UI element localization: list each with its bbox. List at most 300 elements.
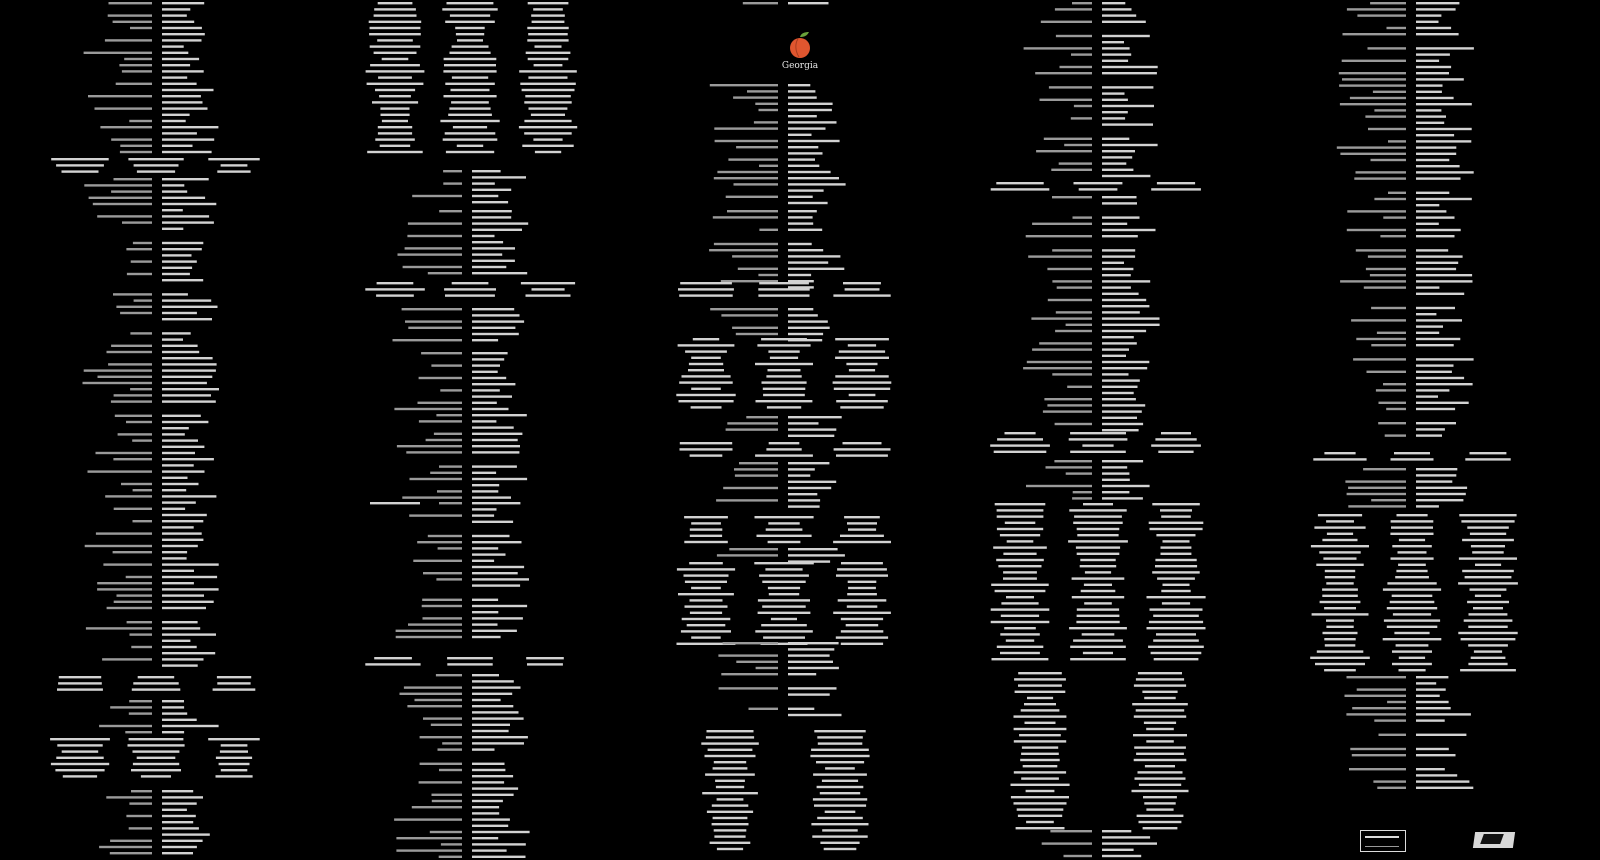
credit-text-line	[162, 64, 190, 66]
credit-text-line	[848, 528, 876, 530]
credit-text-line	[1467, 601, 1509, 603]
credit-text-line	[1137, 815, 1184, 817]
credit-text-line	[141, 775, 171, 777]
credit-text-line	[472, 572, 518, 574]
credit-text-line	[472, 496, 511, 498]
credit-text-line	[768, 350, 799, 352]
credit-text-line	[137, 757, 176, 759]
credit-text-line	[519, 70, 577, 72]
credit-text-line	[788, 314, 818, 316]
credit-text-line	[1416, 72, 1449, 74]
credit-text-line	[990, 444, 1050, 446]
credit-text-line	[162, 545, 198, 547]
credit-text-line	[707, 811, 753, 813]
credit-text-line	[116, 306, 152, 308]
credit-text-line	[62, 170, 99, 172]
credit-text-line	[107, 607, 152, 609]
credit-text-line	[712, 804, 749, 806]
credit-text-line	[754, 121, 778, 123]
credit-text-line	[1416, 325, 1443, 327]
credit-text-line	[1134, 684, 1186, 686]
credit-text-line	[768, 522, 799, 524]
credit-text-line	[1102, 830, 1131, 832]
credit-text-line	[1339, 72, 1406, 74]
credit-text-line	[788, 693, 830, 695]
credit-text-line	[1072, 2, 1092, 4]
credit-text-line	[162, 76, 187, 78]
credit-text-line	[721, 673, 778, 675]
credit-text-line	[1356, 338, 1406, 340]
credit-text-line	[844, 516, 880, 518]
credit-text-line	[431, 364, 462, 366]
credit-text-line	[369, 33, 421, 35]
credit-text-line	[1057, 286, 1092, 288]
credit-text-line	[679, 294, 733, 296]
credit-text-line	[108, 363, 152, 365]
credit-text-line	[1351, 319, 1406, 321]
credit-text-line	[472, 478, 527, 480]
credit-text-line	[1146, 728, 1174, 730]
credit-text-line	[1416, 128, 1472, 130]
credit-text-line	[1102, 156, 1132, 158]
credit-text-line	[162, 539, 203, 541]
credit-text-line	[788, 548, 838, 550]
credit-text-line	[472, 742, 524, 744]
credit-text-line	[1155, 565, 1197, 567]
credit-text-line	[443, 170, 462, 172]
credit-text-line	[162, 400, 216, 402]
credit-text-line	[448, 114, 492, 116]
credit-text-line	[472, 763, 505, 765]
credit-text-line	[472, 693, 512, 695]
credit-text-line	[129, 802, 152, 804]
credit-text-line	[788, 222, 813, 224]
credit-text-line	[708, 749, 753, 751]
credit-text-line	[1158, 451, 1193, 453]
credit-text-line	[472, 699, 501, 701]
credit-text-line	[1357, 688, 1406, 690]
credit-text-line	[119, 64, 152, 66]
credit-text-line	[1156, 633, 1196, 635]
credit-text-line	[1383, 638, 1442, 640]
credit-text-line	[712, 823, 749, 825]
credit-text-line	[1074, 182, 1123, 184]
credit-text-line	[439, 465, 462, 467]
credit-text-line	[759, 109, 779, 111]
credit-text-line	[1416, 402, 1469, 404]
credit-text-line	[111, 400, 152, 402]
credit-text-line	[472, 189, 511, 191]
credit-text-line	[1368, 47, 1407, 49]
credit-text-line	[1007, 540, 1034, 542]
credit-text-line	[162, 464, 194, 466]
credit-text-line	[162, 363, 217, 365]
credit-text-line	[1135, 777, 1186, 779]
credit-text-line	[1102, 367, 1147, 369]
credit-text-line	[1459, 557, 1517, 559]
credit-text-line	[1416, 78, 1464, 80]
credit-text-line	[818, 742, 863, 744]
credit-text-line	[130, 332, 152, 334]
credit-text-line	[1343, 33, 1407, 35]
credit-text-line	[137, 170, 175, 172]
credit-text-line	[162, 2, 204, 4]
credit-text-line	[124, 58, 152, 60]
credit-text-line	[472, 717, 524, 719]
credit-text-line	[1374, 198, 1406, 200]
credit-text-line	[472, 229, 522, 231]
credit-text-line	[1354, 177, 1406, 179]
credit-text-line	[1325, 644, 1356, 646]
credit-text-line	[162, 151, 212, 153]
credit-text-line	[162, 197, 205, 199]
credit-text-line	[472, 216, 511, 218]
credit-text-line	[1068, 540, 1128, 542]
credit-text-line	[57, 744, 102, 746]
credit-text-line	[531, 114, 565, 116]
credit-text-line	[162, 601, 214, 603]
credit-text-line	[472, 837, 498, 839]
credit-text-line	[1464, 619, 1513, 621]
credit-text-line	[685, 605, 728, 607]
credit-text-line	[1385, 434, 1406, 436]
credit-text-line	[1163, 540, 1190, 542]
credit-text-line	[374, 52, 417, 54]
credit-text-line	[472, 490, 498, 492]
credit-text-line	[162, 52, 188, 54]
credit-text-line	[1046, 466, 1093, 468]
credit-text-line	[1102, 86, 1153, 88]
credit-text-line	[1003, 553, 1036, 555]
credit-text-line	[1323, 632, 1358, 634]
credit-text-line	[693, 338, 719, 340]
credit-text-line	[691, 406, 722, 408]
credit-text-line	[381, 114, 410, 116]
credit-text-line	[833, 612, 891, 614]
credit-text-line	[1054, 460, 1092, 462]
credit-text-line	[1102, 144, 1158, 146]
credit-text-line	[1416, 274, 1472, 276]
credit-text-line	[788, 687, 837, 689]
credit-text-line	[524, 101, 571, 103]
credit-text-line	[996, 182, 1043, 184]
credit-text-line	[1416, 389, 1449, 391]
credit-text-line	[1102, 35, 1150, 37]
credit-text-line	[130, 27, 152, 29]
credit-text-line	[472, 339, 498, 341]
credit-text-line	[162, 138, 214, 140]
credit-text-line	[162, 646, 197, 648]
credit-text-line	[709, 249, 778, 251]
credit-text-line	[59, 676, 101, 678]
credit-text-line	[788, 499, 820, 501]
credit-text-line	[835, 375, 888, 377]
credit-text-line	[162, 299, 211, 301]
credit-text-line	[439, 856, 462, 858]
credit-text-line	[1026, 235, 1092, 237]
credit-text-line	[472, 414, 527, 416]
credit-text-line	[162, 83, 197, 85]
credit-text-line	[763, 636, 805, 638]
credit-text-line	[788, 667, 839, 669]
credit-text-line	[375, 138, 415, 140]
credit-text-line	[472, 395, 512, 397]
credit-text-line	[162, 796, 203, 798]
credit-text-line	[472, 818, 510, 820]
credit-text-line	[1357, 14, 1406, 16]
credit-text-line	[378, 76, 412, 78]
credit-text-line	[759, 229, 778, 231]
credit-text-line	[134, 164, 179, 166]
credit-text-line	[1023, 765, 1058, 767]
credit-text-line	[162, 802, 197, 804]
credit-text-line	[472, 502, 520, 504]
credit-text-line	[1468, 663, 1507, 665]
credit-text-line	[788, 84, 810, 86]
credit-text-line	[1475, 595, 1501, 597]
credit-text-line	[1155, 559, 1196, 561]
credit-text-line	[997, 515, 1044, 517]
credit-text-line	[788, 96, 817, 98]
credit-text-line	[456, 33, 484, 35]
credit-text-line	[443, 182, 462, 184]
credit-text-line	[727, 210, 778, 212]
credit-text-line	[1102, 305, 1149, 307]
credit-text-line	[1069, 438, 1128, 440]
credit-text-line	[126, 248, 152, 250]
credit-text-line	[676, 394, 735, 396]
credit-text-line	[1416, 695, 1440, 697]
credit-text-line	[788, 308, 813, 310]
credit-text-line	[1026, 485, 1092, 487]
credit-text-line	[472, 630, 517, 632]
credit-text-line	[833, 381, 892, 383]
credit-text-line	[394, 818, 462, 820]
credit-text-line	[472, 433, 522, 435]
credit-text-line	[162, 706, 184, 708]
credit-text-line	[1102, 169, 1133, 171]
credit-text-line	[1473, 607, 1503, 609]
credit-text-line	[1051, 169, 1092, 171]
credit-text-line	[93, 203, 152, 205]
credit-text-line	[522, 89, 575, 91]
credit-text-line	[380, 107, 409, 109]
credit-text-line	[714, 127, 778, 129]
credit-text-line	[472, 730, 509, 732]
credit-text-line	[843, 442, 882, 444]
credit-text-line	[788, 648, 834, 650]
credit-text-line	[472, 636, 501, 638]
credit-text-line	[370, 502, 420, 504]
credit-text-line	[419, 420, 462, 422]
credit-text-line	[472, 508, 497, 510]
credit-text-line	[848, 581, 877, 583]
credit-text-line	[111, 190, 152, 192]
credit-text-line	[756, 667, 778, 669]
credit-text-line	[1398, 551, 1427, 553]
credit-text-line	[57, 688, 103, 690]
credit-text-line	[1416, 701, 1449, 703]
credit-text-line	[788, 115, 817, 117]
credit-text-line	[811, 823, 868, 825]
credit-text-line	[1387, 582, 1436, 584]
credit-text-line	[1347, 493, 1406, 495]
credit-text-line	[1011, 784, 1070, 786]
credit-text-line	[1416, 109, 1441, 111]
credit-text-line	[1074, 105, 1092, 107]
credit-text-line	[444, 288, 496, 290]
credit-text-line	[162, 846, 197, 848]
credit-text-line	[51, 158, 108, 160]
credit-text-line	[407, 235, 462, 237]
credit-text-line	[817, 736, 863, 738]
credit-text-line	[995, 590, 1046, 592]
credit-text-line	[1070, 646, 1126, 648]
credit-text-line	[472, 266, 506, 268]
credit-text-line	[1102, 196, 1137, 198]
credit-text-line	[420, 763, 462, 765]
credit-text-line	[472, 383, 515, 385]
credit-text-line	[1368, 128, 1406, 130]
credit-text-line	[220, 750, 248, 752]
credit-text-line	[1368, 255, 1406, 257]
credit-text-line	[1102, 280, 1150, 282]
credit-text-line	[1416, 293, 1464, 295]
credit-text-line	[1374, 109, 1406, 111]
credit-text-line	[691, 357, 721, 359]
credit-text-line	[1139, 784, 1181, 786]
credit-text-line	[723, 642, 778, 644]
credit-text-line	[50, 738, 110, 740]
credit-text-line	[1416, 688, 1446, 690]
credit-text-line	[1157, 182, 1195, 184]
credit-text-line	[162, 178, 209, 180]
credit-text-line	[1416, 332, 1439, 334]
credit-text-line	[162, 215, 209, 217]
credit-text-line	[472, 420, 496, 422]
credit-text-line	[162, 700, 184, 702]
credit-text-line	[847, 593, 877, 595]
studio-logo-right-icon	[1472, 830, 1516, 850]
credit-text-line	[757, 535, 812, 537]
credit-text-line	[788, 127, 826, 129]
credit-text-line	[817, 786, 864, 788]
credit-text-line	[1322, 595, 1358, 597]
credit-text-line	[788, 202, 828, 204]
credit-text-line	[472, 272, 527, 274]
credit-text-line	[755, 363, 813, 365]
credit-text-line	[408, 222, 462, 224]
credit-text-line	[1367, 371, 1407, 373]
credit-text-line	[162, 21, 194, 23]
credit-text-line	[472, 736, 528, 738]
credit-text-line	[849, 394, 876, 396]
credit-text-line	[762, 581, 805, 583]
credit-text-line	[88, 470, 153, 472]
credit-text-line	[1163, 584, 1190, 586]
credit-text-line	[1102, 14, 1136, 16]
credit-text-line	[533, 8, 563, 10]
credit-text-line	[162, 633, 216, 635]
credit-text-line	[1416, 408, 1455, 410]
credit-text-line	[1151, 188, 1201, 190]
credit-text-line	[84, 184, 152, 186]
credit-text-line	[162, 563, 219, 565]
credit-text-line	[162, 452, 195, 454]
credit-text-line	[848, 587, 876, 589]
credit-text-line	[1066, 324, 1092, 326]
credit-text-line	[1356, 171, 1407, 173]
credit-text-line	[788, 327, 830, 329]
credit-text-line	[472, 856, 526, 858]
credit-text-line	[1102, 466, 1127, 468]
credit-text-line	[428, 535, 462, 537]
credit-text-line	[1133, 734, 1187, 736]
credit-text-line	[472, 408, 509, 410]
credit-text-line	[162, 267, 192, 269]
credit-text-line	[1384, 619, 1440, 621]
credit-text-line	[129, 120, 152, 122]
credit-text-line	[1363, 468, 1406, 470]
credit-text-line	[1461, 520, 1514, 522]
credit-text-line	[1337, 146, 1406, 148]
credit-text-line	[126, 815, 152, 817]
credit-text-line	[835, 338, 889, 340]
credit-text-line	[472, 320, 524, 322]
credit-text-line	[444, 64, 496, 66]
credit-text-line	[1470, 588, 1507, 590]
credit-text-line	[1026, 821, 1054, 823]
credit-text-line	[707, 730, 754, 732]
credit-text-line	[1152, 503, 1200, 505]
credit-text-line	[472, 439, 518, 441]
credit-text-line	[836, 454, 888, 456]
credit-text-line	[162, 458, 214, 460]
credit-text-line	[717, 171, 778, 173]
credit-text-line	[1102, 348, 1129, 350]
credit-text-line	[162, 357, 213, 359]
credit-text-line	[1072, 596, 1124, 598]
credit-text-line	[1102, 60, 1128, 62]
credit-text-line	[788, 474, 810, 476]
credit-text-line	[439, 769, 462, 771]
credit-text-line	[1102, 836, 1150, 838]
credit-text-line	[1014, 728, 1067, 730]
credit-text-line	[113, 458, 152, 460]
credit-text-line	[1102, 2, 1125, 4]
credit-text-line	[1102, 150, 1135, 152]
credit-text-line	[162, 433, 185, 435]
credit-text-line	[1060, 66, 1093, 68]
credit-text-line	[843, 282, 881, 284]
credit-text-line	[1347, 229, 1406, 231]
credit-text-line	[1388, 192, 1406, 194]
credit-text-line	[1047, 404, 1092, 406]
credit-text-line	[1080, 559, 1115, 561]
credit-text-line	[788, 654, 830, 656]
credit-text-line	[219, 763, 250, 765]
credit-text-line	[472, 849, 507, 851]
credit-text-line	[1102, 472, 1129, 474]
credit-text-line	[1475, 564, 1501, 566]
credit-text-line	[162, 489, 186, 491]
credit-text-line	[162, 852, 193, 854]
credit-text-line	[432, 794, 463, 796]
credit-text-line	[122, 221, 152, 223]
credit-text-line	[472, 578, 529, 580]
credit-text-line	[472, 426, 514, 428]
credit-text-line	[755, 103, 778, 105]
